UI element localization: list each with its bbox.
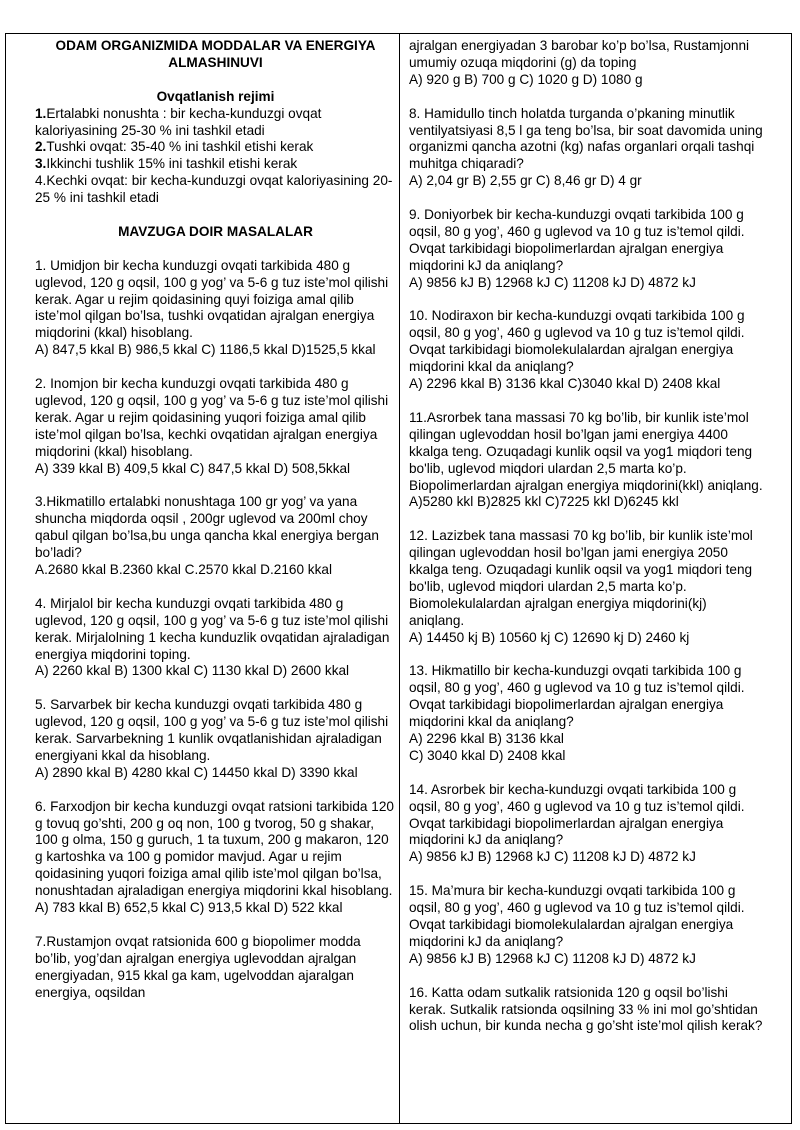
question-options: A) 2260 kkal B) 1300 kkal C) 1130 kkal D) 2600 kkal (35, 663, 350, 679)
question-11 (409, 410, 764, 511)
question-15 (409, 883, 764, 968)
question-text: 16. Katta odam sutkalik ratsionida 120 g oqsil bo’lishi kerak. Sutkalik ratsionda oqsilning 33 % ini mol go’shtidan olish uchun, bir kunda necha g go’sht iste’mol qilish kerak? (409, 984, 763, 1034)
question-text: 8. Hamidullo tinch holatda turganda o’pkaning minutlik ventilyatsiyasi 8,5 l ga teng bo’lsa, bir soat davomida uning organizmi qancha azotni (kg) nafas organlari orqali tashqi muhitga chiqaradi? (409, 105, 763, 172)
question-options: A.2680 kkal B.2360 kkal C.2570 kkal D.2160 kkal (35, 562, 332, 578)
question-options: A)5280 kkl B)2825 kkl C)7225 kkl D)6245 kkl (409, 494, 679, 510)
question-options: A) 783 kkal B) 652,5 kkal C) 913,5 kkal D) 522 kkal (35, 900, 343, 916)
title-line-2: ALMASHINUVI (168, 54, 263, 70)
question-options: A) 2296 kkal B) 3136 kkal C) 3040 kkal D) 2408 kkal (409, 731, 566, 763)
question-12 (409, 528, 764, 646)
question-options: A) 920 g B) 700 g C) 1020 g D) 1080 g (409, 71, 643, 87)
question-text: 5. Sarvarbek bir kecha kunduzgi ovqati tarkibida 480 g uglevod, 120 g oqsil, 100 g yog’ va 5-6 g tuz iste’mol qilishi kerak. Sarvarbekning 1 kunlik ovqatlanishidan ajraladigan energiyani kkal da hisoblang. (35, 697, 389, 763)
question-text: 7.Rustamjon ovqat ratsionida 600 g biopolimer modda bo’lib, yog’dan ajralgan energiya uglevoddan ajralgan energiyadan, 915 kkal ga kam, ugelvoddan ajaralgan energiya, oqsildan (35, 933, 361, 1000)
question-7-continued (409, 38, 764, 89)
question-options: A) 9856 kJ B) 12968 kJ C) 11208 kJ D) 4872 kJ (409, 274, 696, 290)
question-2 (35, 376, 396, 477)
question-7 (35, 934, 396, 1002)
right-column (409, 38, 764, 1035)
question-text: 13. Hikmatillo bir kecha-kunduzgi ovqati tarkibida 100 g oqsil, 80 g yog’, 460 g uglevod va 10 g tuz is’temol qildi. Ovqat tarkibidagi biopolimerlardan ajralgan energiya miqdorini kkal da aniqlang? (409, 663, 745, 730)
regime-item: 4.Kechki ovqat: bir kecha-kunduzgi ovqat kaloriyasining 20-25 % ini tashkil etadi (35, 173, 393, 206)
question-options: A) 847,5 kkal B) 986,5 kkal C) 1186,5 kkal D)1525,5 kkal (35, 342, 376, 358)
title-line-1: ODAM ORGANIZMIDA MODDALAR VA ENERGIYA (55, 38, 376, 53)
question-options: A) 14450 kj B) 10560 kj C) 12690 kj D) 2460 kj (409, 629, 690, 645)
question-text: 11.Asrorbek tana massasi 70 kg bo’lib, bir kunlik iste’mol qilingan uglevoddan hosil bo’lgan jami energiya 4400 kkalga teng. Ozuqadagi kunlik oqsil va yog1 miqdori teng bo'lib, uglevod miqdori ulardan 2,5 marta ko’p. Biopolimerlardan ajralgan energiya miqdorini(kkl) aniqlang. (409, 409, 763, 493)
question-text: ajralgan energiyadan 3 barobar ko’p bo’lsa, Rustamjonni umumiy ozuqa miqdorini (g) da toping (409, 38, 750, 70)
question-text: 10. Nodiraxon bir kecha-kunduzgi ovqati tarkibida 100 g oqsil, 80 g yog’, 460 g uglevod va 10 g tuz is’temol qildi. Ovqat tarkibidagi biomolekulalardan ajralgan energiya miqdorini kkal da aniqlang? (409, 308, 745, 375)
question-9 (409, 207, 764, 292)
question-4 (35, 596, 396, 681)
column-divider (399, 33, 400, 1124)
question-text: 9. Doniyorbek bir kecha-kunduzgi ovqati tarkibida 100 g oqsil, 80 g yog’, 460 g uglevod va 10 g tuz is’temol qildi. Ovqat tarkibidagi biopolimerlardan ajralgan energiya miqdorini kJ da aniqlang? (409, 207, 745, 273)
question-8 (409, 106, 764, 191)
regime-item: 2.Tushki ovqat: 35-40 % ini tashkil etishi kerak (35, 139, 314, 155)
question-options: A) 9856 kJ B) 12968 kJ C) 11208 kJ D) 4872 kJ (409, 849, 696, 865)
question-options: A) 2,04 gr B) 2,55 gr C) 8,46 gr D) 4 gr (409, 173, 642, 189)
question-text: 15. Ma’mura bir kecha-kunduzgi ovqati tarkibida 100 g oqsil, 80 g yog’, 460 g uglevod va 10 g tuz is’temol qildi. Ovqat tarkibidagi biomolekulalardan ajralgan energiya miqdorini kJ da aniqlang? (409, 883, 745, 949)
page-title (35, 38, 396, 72)
question-16 (409, 985, 764, 1036)
question-text: 12. Lazizbek tana massasi 70 kg bo’lib, bir kunlik iste’mol qilingan uglevoddan hosil bo’lgan jami energiya 2050 kkalga teng. Ozuqadagi kunlik oqsil va yog1 miqdori teng bo'lib, uglevod miqdori ulardan 2,5 marta ko’p. Biomolekulalardan ajralgan energiya miqdorini(kj) aniqlang. (409, 528, 753, 628)
regime-item: 3.Ikkinchi tushlik 15% ini tashkil etishi kerak (35, 156, 298, 172)
question-10 (409, 308, 764, 393)
regime-heading: Ovqatlanish rejimi (156, 88, 275, 104)
question-6 (35, 799, 396, 917)
question-1 (35, 258, 396, 359)
question-text: 6. Farxodjon bir kecha kunduzgi ovqat ratsioni tarkibida 120 g tovuq go’shti, 200 g oq non, 100 g tvorog, 50 g shakar, 100 g olma, 150 g guruch, 1 ta tuxum, 200 g makaron, 120 g kartoshka va 100 g pomidor mavjud. Agar u rejim qoidasining yuqori foiziga amal qilib iste’mol qilgan bo’lsa, nonushtadan ajraladigan energiya miqdorini kkal hisoblang. (35, 798, 394, 899)
regime-item: 1.Ertalabki nonushta : bir kecha-kunduzgi ovqat kaloriyasining 25-30 % ini tashkil etadi (35, 105, 322, 138)
question-3 (35, 494, 396, 579)
problems-heading: MAVZUGA DOIR MASALALAR (118, 223, 313, 239)
regime-list (35, 106, 396, 207)
question-14 (409, 782, 764, 867)
question-text: 1. Umidjon bir kecha kunduzgi ovqati tarkibida 480 g uglevod, 120 g oqsil, 100 g yog’ va 5-6 g tuz iste’mol qilishi kerak. Agar u rejim qoidasining quyi foiziga amal qilib iste’mol qilgan bo’lsa, tushki ovqatidan ajralgan energiya miqdorini (kkal) hisoblang. (35, 257, 389, 341)
question-text: 2. Inomjon bir kecha kunduzgi ovqati tarkibida 480 g uglevod, 120 g oqsil, 100 g yog’ va 5-6 g tuz iste’mol qilishi kerak. Agar u rejim qoidasining yuqori foiziga amal qilib iste’mol qilgan bo’lsa, kechki ovqatidan ajralgan energiya miqdorini (kkal) hisoblang. (35, 376, 389, 459)
question-text: 4. Mirjalol bir kecha kunduzgi ovqati tarkibida 480 g uglevod, 120 g oqsil, 100 g yog’ va 5-6 g tuz iste’mol qilishi kerak. Mirjalolning 1 kecha kunduzlik ovqatidan ajraladigan energiya miqdorini toping. (35, 595, 390, 662)
question-text: 3.Hikmatillo ertalabki nonushtaga 100 gr yog’ va yana shuncha miqdorda oqsil , 200gr uglevod va 200ml choy qabul qilgan bo’lsa,bu unga qancha kkal energiya bergan bo’ladi? (35, 494, 379, 561)
question-options: A) 339 kkal B) 409,5 kkal C) 847,5 kkal D) 508,5kkal (35, 460, 351, 476)
question-13 (409, 663, 764, 764)
question-options: A) 2296 kkal B) 3136 kkal C)3040 kkal D) 2408 kkal (409, 376, 721, 392)
question-options: A) 2890 kkal B) 4280 kkal C) 14450 kkal D) 3390 kkal (35, 764, 358, 780)
question-5 (35, 697, 396, 782)
question-options: A) 9856 kJ B) 12968 kJ C) 11208 kJ D) 4872 kJ (409, 950, 696, 966)
left-column (35, 38, 396, 1002)
question-text: 14. Asrorbek bir kecha-kunduzgi ovqati tarkibida 100 g oqsil, 80 g yog’, 460 g uglevod va 10 g tuz is’temol qildi. Ovqat tarkibidagi biopolimerlardan ajralgan energiya miqdorini kJ da aniqlang? (409, 781, 745, 848)
